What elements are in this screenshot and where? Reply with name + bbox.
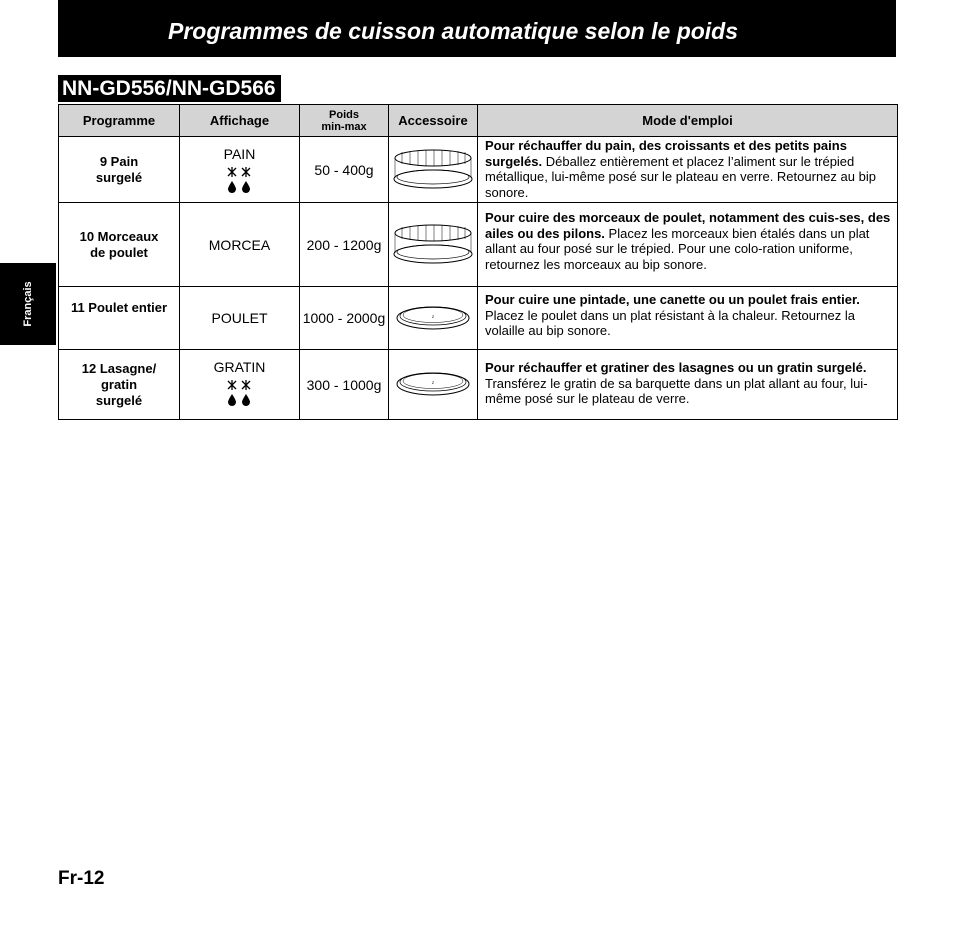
mode-cell <box>478 203 898 287</box>
page-number: Fr-12 <box>58 868 105 889</box>
mode-title: Pour réchauffer du pain, des croissants et des petits pains surgelés. <box>485 138 847 169</box>
table-row <box>59 203 898 287</box>
svg-text:Z: Z <box>431 313 435 319</box>
table-row <box>59 287 898 350</box>
programme-name-cont: surgelé <box>95 169 143 185</box>
mode-title: Pour cuire une pintade, une canette ou un poulet frais entier. <box>485 292 860 307</box>
display-label: PAIN <box>223 146 256 162</box>
accessory-cell <box>389 137 478 203</box>
frozen-defrost-icons <box>180 166 299 194</box>
header-bar <box>58 0 896 57</box>
rack-on-plate-icon <box>392 146 474 190</box>
programs-table <box>58 104 898 420</box>
header-affichage: Affichage <box>180 105 300 137</box>
programme-name: 9 Pain <box>99 153 139 169</box>
affichage-cell: POULET <box>180 287 300 350</box>
mode-text: Déballez entièrement et placez l’aliment sur le trépied métallique, lui-même posé sur le plateau en verre. Retournez au bip sonore. <box>485 153 876 200</box>
programme-name-cont: de poulet <box>90 244 148 260</box>
header-poids <box>300 105 389 137</box>
accessory-cell <box>389 287 478 350</box>
programme-cell <box>59 203 180 287</box>
model-title: NN-GD556/NN-GD566 <box>58 75 281 102</box>
programme-name-cont2: surgelé <box>95 392 143 408</box>
display-label: GRATIN <box>213 359 266 375</box>
header-mode: Mode d'emploi <box>478 105 898 137</box>
mode-cell <box>478 137 898 203</box>
programme-cell <box>59 350 180 420</box>
table-row <box>59 137 898 203</box>
snowflake-drop-icon <box>225 379 255 407</box>
mode-text: Placez les morceaux bien étalés dans un plat allant au four posé sur le trépied. Pour une colo-ration uniforme, retournez les morceaux au bip sonore. <box>485 225 870 272</box>
affichage-cell: MORCEA <box>180 203 300 287</box>
mode-cell <box>478 287 898 350</box>
poids-cell: 1000 - 2000g <box>300 287 389 350</box>
frozen-defrost-icons <box>180 379 299 407</box>
programme-name: 12 Lasagne/ <box>81 360 157 376</box>
accessory-cell <box>389 203 478 287</box>
language-tab-label: Français <box>22 281 34 327</box>
programme-name-cont: gratin <box>100 376 138 392</box>
programme-cell <box>59 137 180 203</box>
language-tab <box>0 263 56 345</box>
affichage-cell <box>180 350 300 420</box>
programme-name: 11 Poulet entier <box>70 300 168 315</box>
affichage-cell <box>180 137 300 203</box>
table-header-row <box>59 105 898 137</box>
mode-text: Placez le poulet dans un plat résistant à la chaleur. Retournez la volaille au bip sonore. <box>485 307 856 338</box>
header-accessoire: Accessoire <box>389 105 478 137</box>
poids-cell: 50 - 400g <box>300 137 389 203</box>
accessory-cell <box>389 350 478 420</box>
mode-title: Pour cuire des morceaux de poulet, notamment des cuis-ses, des ailes ou des pilons. <box>485 210 891 241</box>
mode-title: Pour réchauffer et gratiner des lasagnes ou un gratin surgelé. <box>485 360 867 375</box>
programme-name: 10 Morceaux <box>79 228 159 244</box>
svg-text:Z: Z <box>431 380 435 385</box>
glass-plate-icon <box>395 303 471 331</box>
header-poids-line1: Poids <box>329 108 359 121</box>
mode-cell <box>478 350 898 420</box>
page-title: Programmes de cuisson automatique selon le poids <box>168 18 739 44</box>
table-row <box>59 350 898 420</box>
poids-cell: 200 - 1200g <box>300 203 389 287</box>
snowflake-drop-icon <box>225 166 255 194</box>
header-programme: Programme <box>59 105 180 137</box>
mode-text: Transférez le gratin de sa barquette dans un plat allant au four, lui-même posé sur le plateau de verre. <box>485 375 868 406</box>
programme-cell <box>59 287 180 350</box>
poids-cell: 300 - 1000g <box>300 350 389 420</box>
rack-on-plate-icon <box>392 221 474 265</box>
header-poids-line2: min-max <box>321 120 367 133</box>
glass-plate-icon <box>395 369 471 397</box>
